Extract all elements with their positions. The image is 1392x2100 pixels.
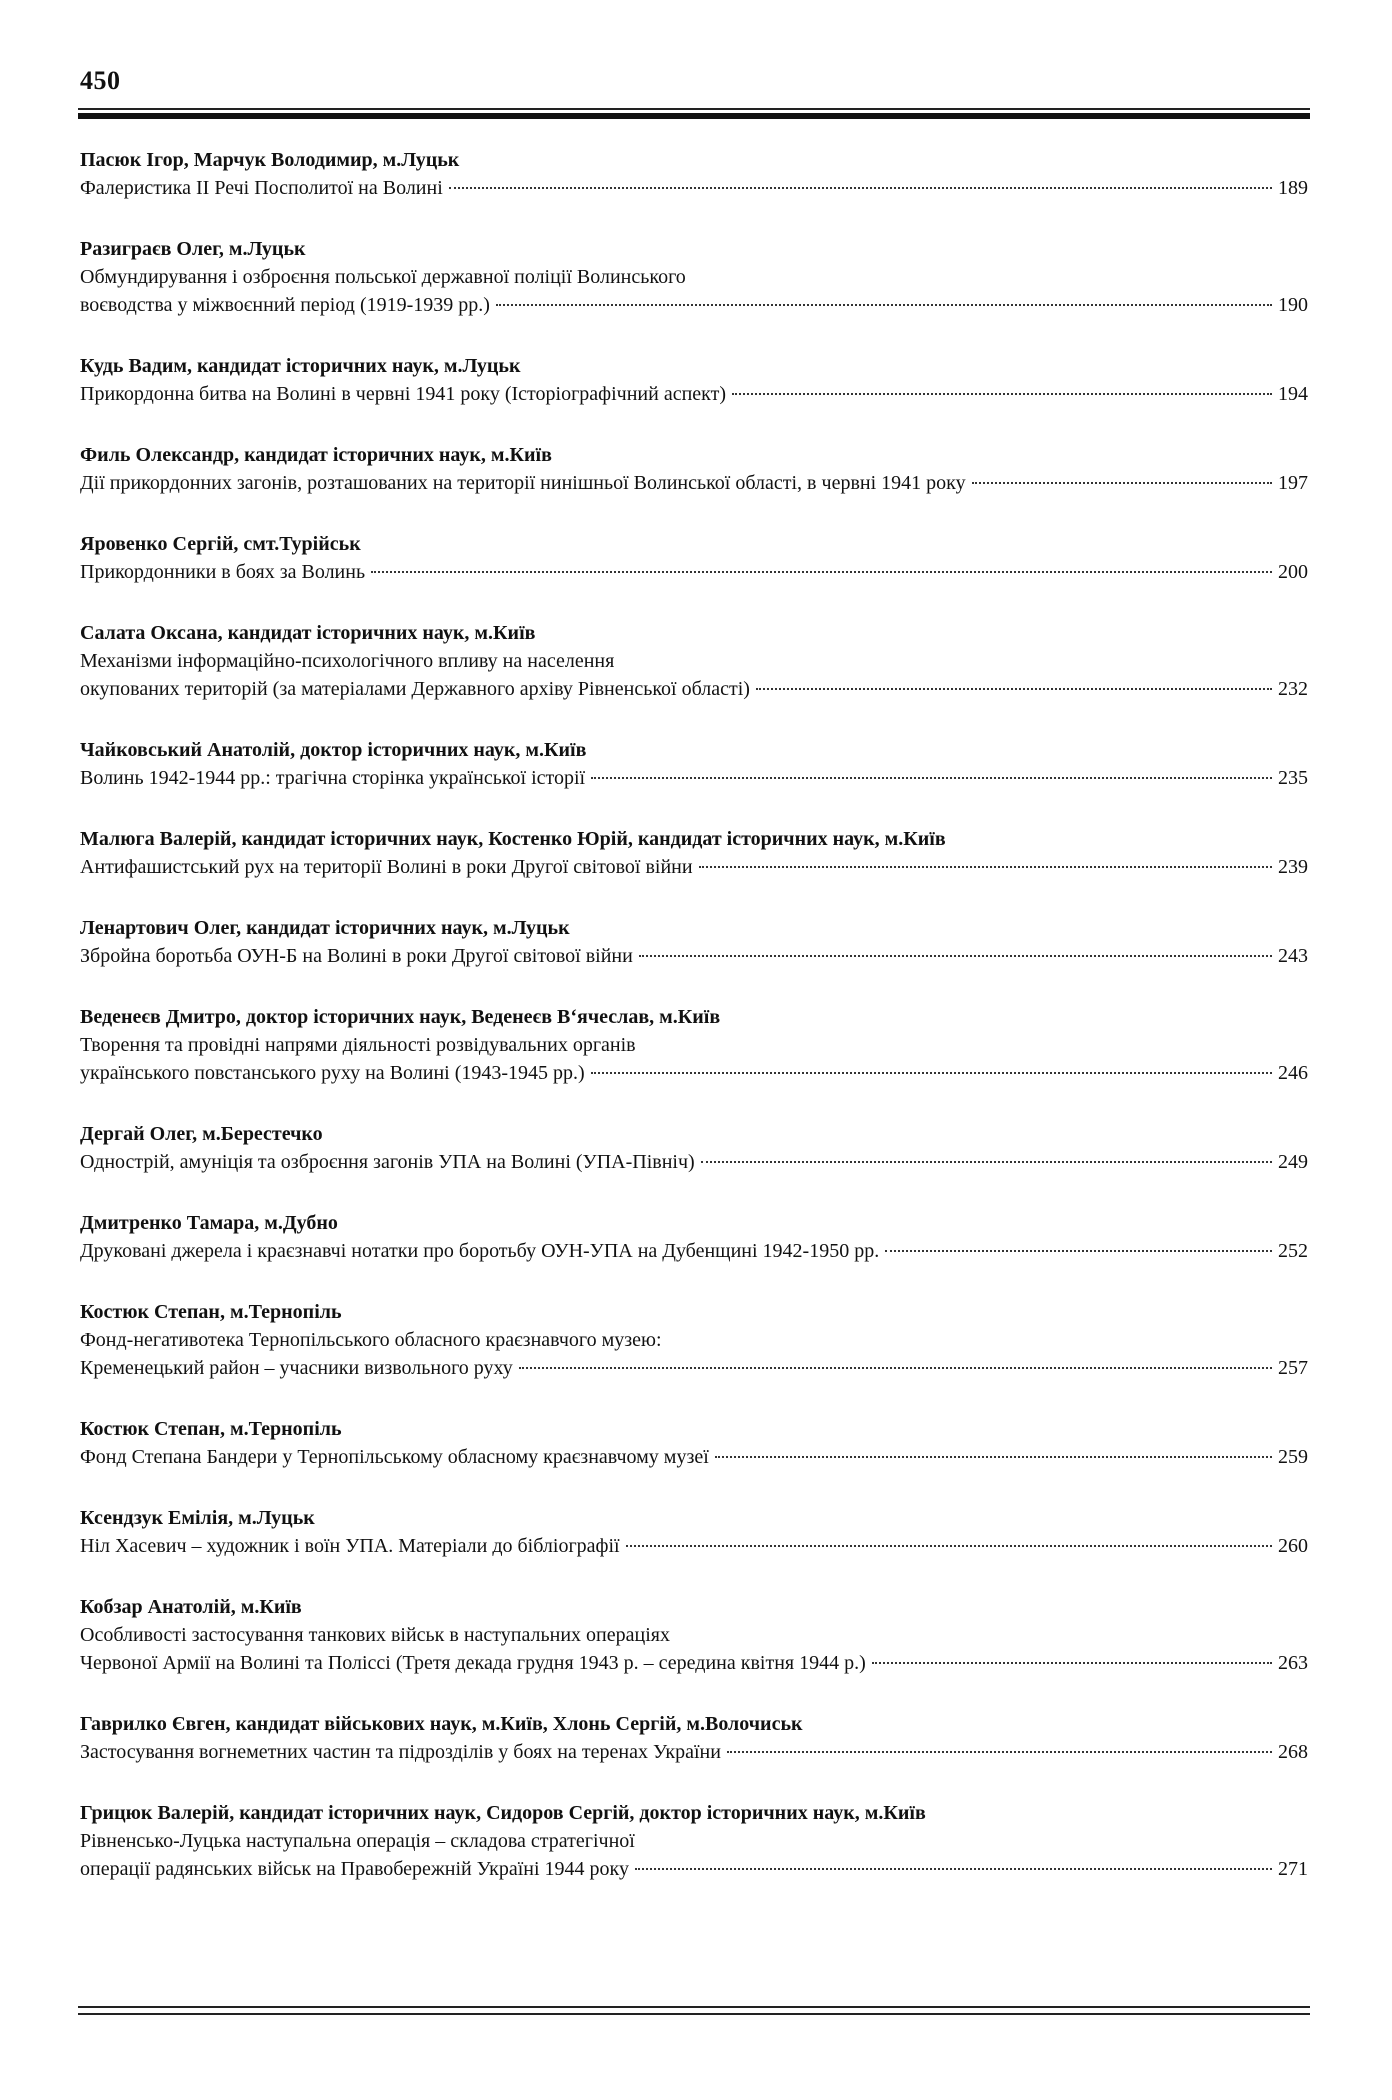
dot-leader xyxy=(756,688,1272,690)
toc-entry-author: Ксендзук Емілія, м.Луцьк xyxy=(80,1507,315,1529)
toc-entry-title-row xyxy=(80,1148,1308,1176)
toc-entry xyxy=(80,1298,1308,1382)
toc-entry-title: Фонд Степана Бандери у Тернопільському обласному краєзнавчому музеї xyxy=(80,1446,709,1468)
toc-entry xyxy=(80,1415,1308,1471)
toc-entry xyxy=(80,146,1308,202)
toc-entry-page-number: 260 xyxy=(1278,1535,1308,1557)
toc-entry-author: Пасюк Ігор, Марчук Володимир, м.Луцьк xyxy=(80,149,460,171)
toc-entry-title-row xyxy=(80,1855,1308,1883)
toc-entry-title: українського повстанського руху на Волині (1943-1945 рр.) xyxy=(80,1062,585,1084)
toc-entry-title-row xyxy=(80,174,1308,202)
toc-entry-page-number: 271 xyxy=(1278,1858,1308,1880)
toc-entry xyxy=(80,235,1308,319)
dot-leader xyxy=(496,304,1272,306)
toc-entry-page-number: 263 xyxy=(1278,1652,1308,1674)
toc-entry-author: Дмитренко Тамара, м.Дубно xyxy=(80,1212,338,1234)
toc-entry xyxy=(80,1003,1308,1087)
toc-entry-title-row xyxy=(80,1532,1308,1560)
toc-entry-page-number: 252 xyxy=(1278,1240,1308,1262)
toc-entry-title: окупованих територій (за матеріалами Державного архіву Рівненської області) xyxy=(80,678,750,700)
toc-entry xyxy=(80,914,1308,970)
toc-entry-page-number: 246 xyxy=(1278,1062,1308,1084)
toc-entry-title: Застосування вогнеметних частин та підрозділів у боях на теренах України xyxy=(80,1741,721,1763)
toc-entry-page-number: 243 xyxy=(1278,945,1308,967)
toc-entry-author: Кобзар Анатолій, м.Київ xyxy=(80,1596,302,1618)
toc-entry-author: Кудь Вадим, кандидат історичних наук, м.Луцьк xyxy=(80,355,521,377)
toc-entry xyxy=(80,352,1308,408)
toc-entry-page-number: 194 xyxy=(1278,383,1308,405)
dot-leader xyxy=(872,1662,1272,1664)
footer-rule xyxy=(78,2006,1310,2015)
toc-entry-title-line: Рівненсько-Луцька наступальна операція – складова стратегічної xyxy=(80,1830,635,1852)
dot-leader xyxy=(591,1072,1272,1074)
toc-entry xyxy=(80,1710,1308,1766)
toc-entry-author: Малюга Валерій, кандидат історичних наук, Костенко Юрій, кандидат історичних наук, м.Київ xyxy=(80,828,946,850)
toc-entry-author: Дергай Олег, м.Берестечко xyxy=(80,1123,323,1145)
toc-entry-title-line: Творення та провідні напрями діяльності розвідувальних органів xyxy=(80,1034,636,1056)
toc-entry xyxy=(80,825,1308,881)
toc-entry-title-line: Обмундирування і озброєння польської державної поліції Волинського xyxy=(80,266,686,288)
toc-entry-title-line: Механізми інформаційно-психологічного впливу на населення xyxy=(80,650,615,672)
toc-entry-title-row xyxy=(80,1738,1308,1766)
dot-leader xyxy=(639,955,1272,957)
toc-entry-page-number: 200 xyxy=(1278,561,1308,583)
toc-entry-author: Костюк Степан, м.Тернопіль xyxy=(80,1301,342,1323)
toc-entry-author: Яровенко Сергій, смт.Турійськ xyxy=(80,533,361,555)
toc-entry xyxy=(80,1209,1308,1265)
dot-leader xyxy=(449,187,1272,189)
toc-entry xyxy=(80,1799,1308,1883)
toc-entry-title: Дії прикордонних загонів, розташованих на території нинішньої Волинської області, в червні 1941 року xyxy=(80,472,966,494)
toc-entry-author: Салата Оксана, кандидат історичних наук, м.Київ xyxy=(80,622,536,644)
toc-entry-title-row xyxy=(80,1649,1308,1677)
toc-entry xyxy=(80,1504,1308,1560)
toc-entry-title: Волинь 1942-1944 рр.: трагічна сторінка української історії xyxy=(80,767,586,789)
toc-entry-title: Однострій, амуніція та озброєння загонів УПА на Волині (УПА-Північ) xyxy=(80,1151,695,1173)
toc-entry-page-number: 239 xyxy=(1278,856,1308,878)
table-of-contents xyxy=(80,146,1308,1916)
toc-entry-page-number: 189 xyxy=(1278,177,1308,199)
toc-entry-author: Гаврилко Євген, кандидат військових наук, м.Київ, Хлонь Сергій, м.Волочиськ xyxy=(80,1713,803,1735)
toc-entry-title: воєводства у міжвоєнний період (1919-1939 рр.) xyxy=(80,294,490,316)
dot-leader xyxy=(591,777,1272,779)
toc-entry-title: Червоної Армії на Волині та Поліссі (Третя декада грудня 1943 р. – середина квітня 1944 р.) xyxy=(80,1652,866,1674)
toc-entry-title-row xyxy=(80,764,1308,792)
toc-entry-title-line: Фонд-негативотека Тернопільського обласного краєзнавчого музею: xyxy=(80,1329,662,1351)
toc-entry xyxy=(80,619,1308,703)
toc-entry-author: Чайковський Анатолій, доктор історичних наук, м.Київ xyxy=(80,739,587,761)
page-number: 450 xyxy=(80,66,121,95)
toc-entry-title-row xyxy=(80,1059,1308,1087)
dot-leader xyxy=(972,482,1272,484)
toc-entry-page-number: 259 xyxy=(1278,1446,1308,1468)
toc-entry-title-row xyxy=(80,675,1308,703)
toc-entry-author: Костюк Степан, м.Тернопіль xyxy=(80,1418,342,1440)
dot-leader xyxy=(371,571,1272,573)
toc-entry-title-row xyxy=(80,853,1308,881)
toc-entry-title: Кременецький район – учасники визвольного руху xyxy=(80,1357,513,1379)
toc-entry-title: Друковані джерела і краєзнавчі нотатки про боротьбу ОУН-УПА на Дубенщині 1942-1950 рр. xyxy=(80,1240,880,1262)
toc-entry-page-number: 249 xyxy=(1278,1151,1308,1173)
toc-entry-title: операції радянських військ на Правобережній Україні 1944 року xyxy=(80,1858,629,1880)
toc-entry-title-row xyxy=(80,380,1308,408)
dot-leader xyxy=(519,1367,1272,1369)
toc-entry-title-row xyxy=(80,291,1308,319)
toc-entry-page-number: 190 xyxy=(1278,294,1308,316)
toc-entry-title: Збройна боротьба ОУН-Б на Волині в роки Другої світової війни xyxy=(80,945,633,967)
toc-entry-title: Ніл Хасевич – художник і воїн УПА. Матеріали до бібліографії xyxy=(80,1535,620,1557)
toc-entry xyxy=(80,530,1308,586)
dot-leader xyxy=(701,1161,1272,1163)
toc-entry-title-line: Особливості застосування танкових військ в наступальних операціях xyxy=(80,1624,670,1646)
toc-entry-title-row xyxy=(80,942,1308,970)
dot-leader xyxy=(727,1751,1272,1753)
toc-entry-page-number: 232 xyxy=(1278,678,1308,700)
toc-entry-page-number: 235 xyxy=(1278,767,1308,789)
toc-entry-title: Фалеристика ІІ Речі Посполитої на Волині xyxy=(80,177,443,199)
dot-leader xyxy=(715,1456,1272,1458)
toc-entry-title-row xyxy=(80,469,1308,497)
toc-entry-author: Веденеєв Дмитро, доктор історичних наук, Веденеєв В‘ячеслав, м.Київ xyxy=(80,1006,721,1028)
toc-entry-page-number: 257 xyxy=(1278,1357,1308,1379)
toc-entry-title-row xyxy=(80,1443,1308,1471)
toc-entry-title-row xyxy=(80,1237,1308,1265)
toc-entry-title: Прикордонники в боях за Волинь xyxy=(80,561,366,583)
toc-entry-title: Прикордонна битва на Волині в червні 1941 року (Історіографічний аспект) xyxy=(80,383,727,405)
dot-leader xyxy=(635,1868,1272,1870)
toc-entry-author: Ленартович Олег, кандидат історичних наук, м.Луцьк xyxy=(80,917,570,939)
header-rule xyxy=(78,108,1310,119)
dot-leader xyxy=(732,393,1272,395)
dot-leader xyxy=(626,1545,1272,1547)
toc-entry-author: Грицюк Валерій, кандидат історичних наук, Сидоров Сергій, доктор історичних наук, м.Київ xyxy=(80,1802,926,1824)
toc-entry-author: Филь Олександр, кандидат історичних наук, м.Київ xyxy=(80,444,552,466)
dot-leader xyxy=(885,1250,1272,1252)
toc-entry-title-row xyxy=(80,558,1308,586)
toc-entry-title: Антифашистський рух на території Волині в роки Другої світової війни xyxy=(80,856,693,878)
toc-entry-page-number: 268 xyxy=(1278,1741,1308,1763)
dot-leader xyxy=(699,866,1272,868)
toc-entry xyxy=(80,441,1308,497)
toc-entry-author: Разиграєв Олег, м.Луцьк xyxy=(80,238,306,260)
toc-entry xyxy=(80,736,1308,792)
toc-entry xyxy=(80,1120,1308,1176)
toc-entry-title-row xyxy=(80,1354,1308,1382)
toc-entry xyxy=(80,1593,1308,1677)
toc-entry-page-number: 197 xyxy=(1278,472,1308,494)
